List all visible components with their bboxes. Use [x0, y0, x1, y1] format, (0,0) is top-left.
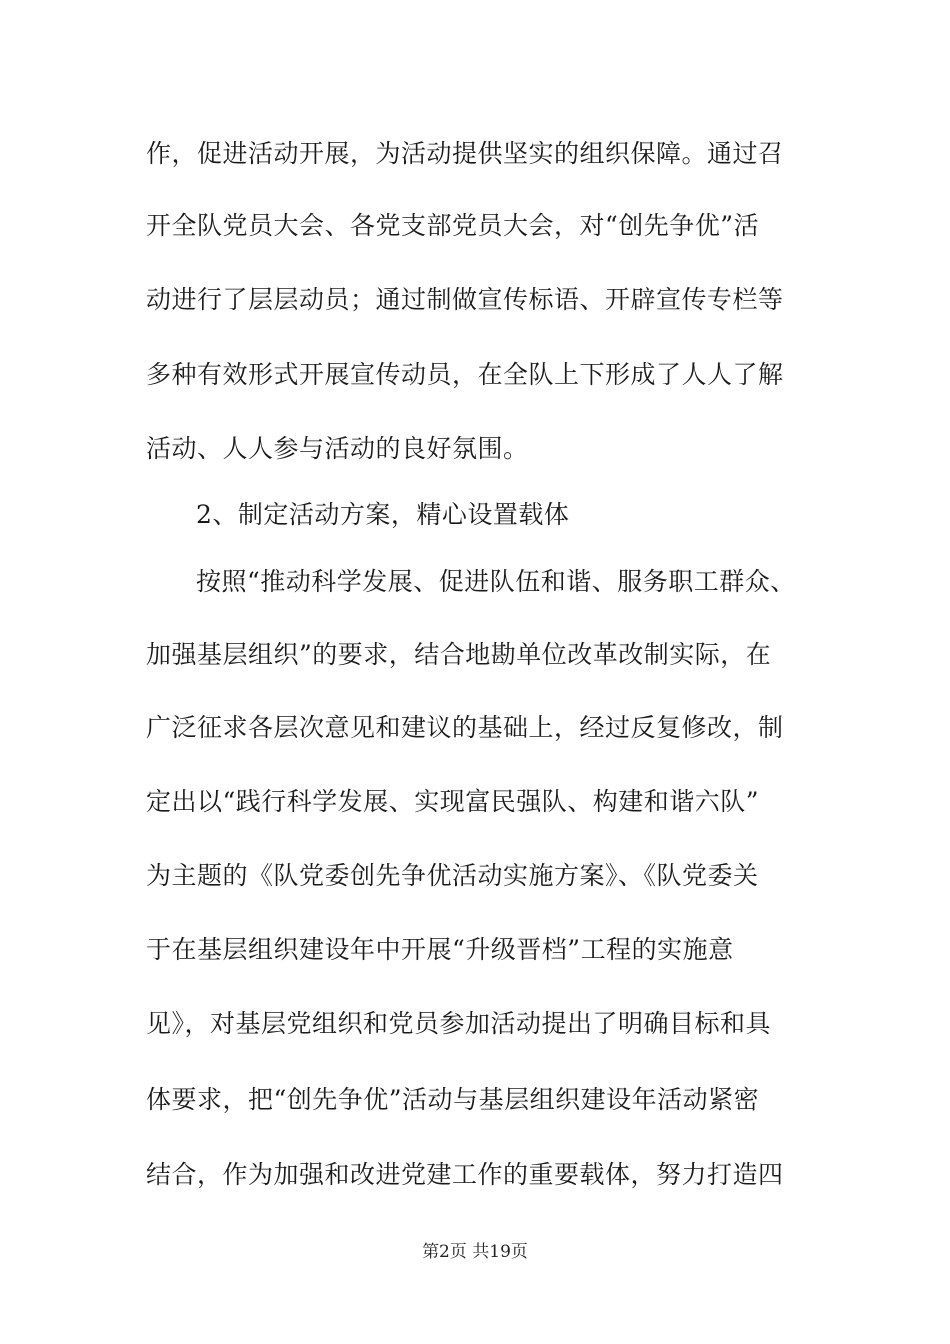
text-line: 定出以“践行科学发展、实现富民强队、构建和谐六队”	[146, 787, 760, 816]
text-line: 开全队党员大会、各党支部党员大会，对“创先争优”活	[146, 211, 760, 240]
text-line: 动进行了层层动员；通过制做宣传标语、开辟宣传专栏等	[146, 285, 784, 314]
text-line: 作，促进活动开展，为活动提供坚实的组织保障。通过召	[146, 139, 784, 168]
text-line: 体要求，把“创先争优”活动与基层组织建设年活动紧密	[146, 1085, 760, 1114]
text-line: 按照“推动科学发展、促进队伍和谐、服务职工群众、	[196, 567, 796, 596]
text-line: 为主题的《队党委创先争优活动实施方案》、《队党委关	[146, 861, 759, 890]
page-number: 第2页 共19页	[422, 1242, 528, 1262]
text-line: 广泛征求各层次意见和建议的基础上，经过反复修改，制	[146, 713, 784, 742]
text-line: 于在基层组织建设年中开展“升级晋档”工程的实施意	[146, 935, 734, 964]
text-line: 结合，作为加强和改进党建工作的重要载体，努力打造四	[146, 1160, 784, 1189]
text-line: 加强基层组织”的要求，结合地勘单位改革改制实际，在	[146, 640, 772, 669]
text-line: 多种有效形式开展宣传动员，在全队上下形成了人人了解	[146, 360, 784, 389]
text-line: 活动、人人参与活动的良好氛围。	[146, 434, 529, 463]
text-line: 见》，对基层党组织和党员参加活动提出了明确目标和具	[146, 1009, 772, 1038]
section-heading: 2、制定活动方案，精心设置载体	[196, 500, 570, 529]
